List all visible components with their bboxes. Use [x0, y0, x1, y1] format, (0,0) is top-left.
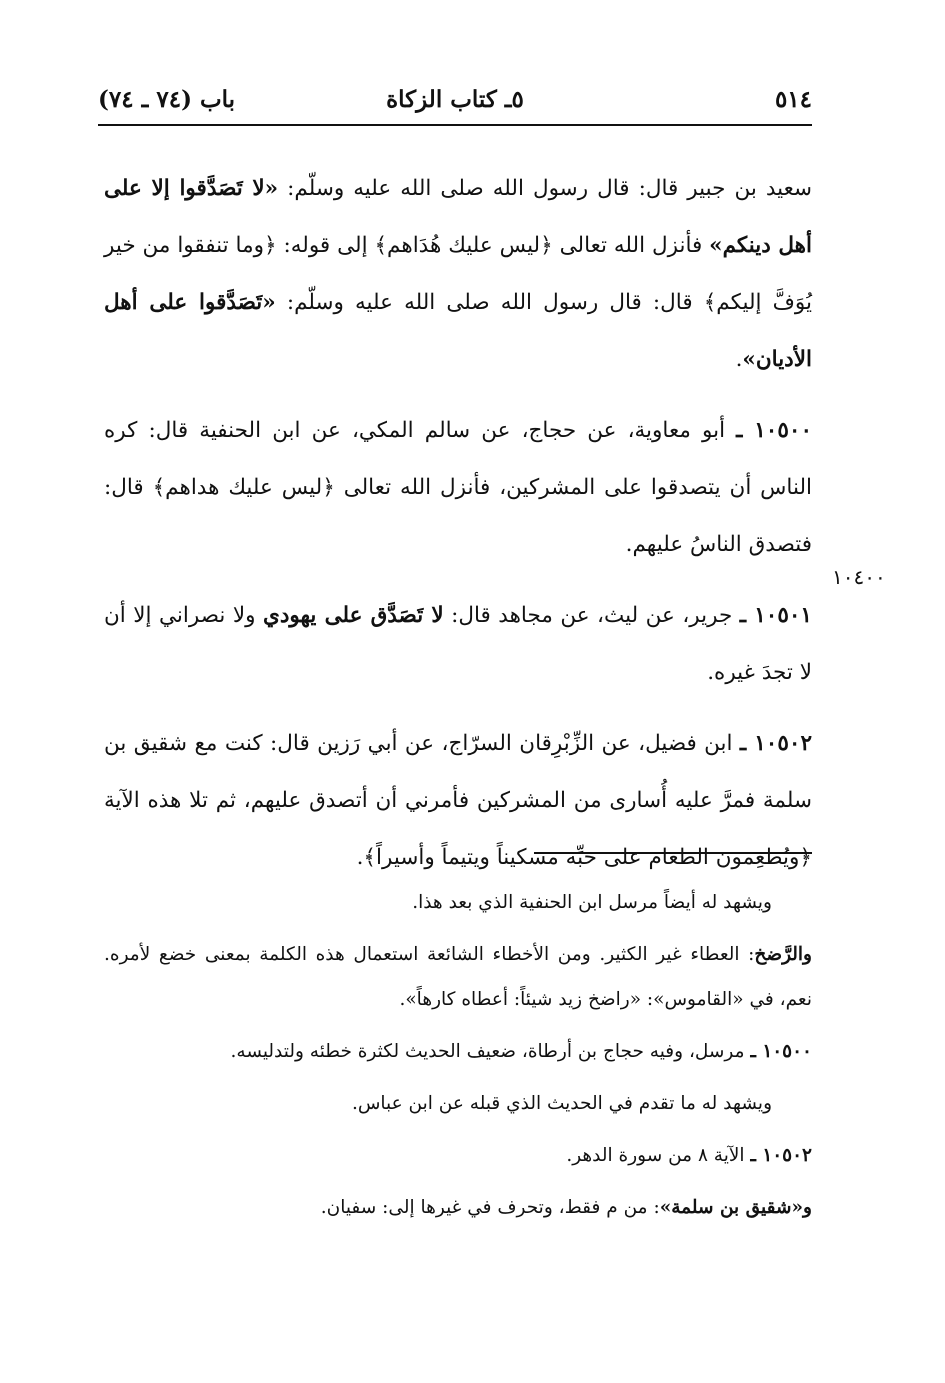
- footnote-5: [104, 1133, 812, 1178]
- footnote-number: ١٠٥٠٠ ـ: [750, 1041, 812, 1062]
- footnote-rule: [534, 852, 812, 854]
- hadith-10502: [104, 715, 812, 886]
- text-run: سعيد بن جبير قال: قال رسول الله صلى الله عليه وسلّم:: [278, 176, 813, 201]
- paragraph-continuation: [104, 160, 812, 388]
- header-rule: [98, 124, 812, 126]
- text-run: : من م فقط، وتحرف في غيرها إلى: سفيان.: [320, 1197, 660, 1218]
- page-number: ٥١٤: [774, 86, 812, 113]
- text-run: جرير، عن ليث، عن مجاهد قال:: [443, 603, 740, 628]
- text-run: ابن فضيل، عن الزِّبْرِقان السرّاج، عن أبي رَزين قال: كنت مع شقيق بن سلمة فمرَّ عليه أُسارى من المشركين فأمرني أن أتصدق عليهم، ثم تلا هذه الآية ﴿ويُطعِمون الطعام على حبِّه مسكيناً ويتيماً وأسيراً﴾.: [104, 731, 812, 870]
- footnotes: [104, 880, 812, 1237]
- footnote-4: ويشهد له ما تقدم في الحديث الذي قبله عن ابن عباس.: [351, 1093, 772, 1114]
- footnote-2: [104, 932, 812, 1022]
- footnote-6: [104, 1185, 812, 1230]
- text-run: الآية ٨ من سورة الدهر.: [566, 1145, 751, 1166]
- text-run: فأنزل الله تعالى ﴿ليس عليك هُدَاهم﴾ إلى قوله: ﴿وما تنفقوا من خير يُوَفَّ إليكم﴾ قال: قال رسول الله صلى الله عليه وسلّم:: [104, 233, 812, 315]
- footnote-1: ويشهد له أيضاً مرسل ابن الحنفية الذي بعد هذا.: [412, 892, 772, 913]
- running-header: [98, 86, 812, 120]
- hadith-quote: «تَصَدَّقوا على أهل الأديان»: [104, 290, 812, 372]
- section-label: باب (٧٤ ـ ٧٤): [98, 86, 236, 113]
- text-run: مرسل، وفيه حجاج بن أرطاة، ضعيف الحديث لكثرة خطئه ولتدليسه.: [230, 1041, 751, 1062]
- hadith-10500: [104, 402, 812, 573]
- text-run: : العطاء غير الكثير. ومن الأخطاء الشائعة استعمال هذه الكلمة بمعنى خضع لأمره. نعم، في «القاموس»: «راضخ زيد شيئاً: أعطاه كارهاً».: [104, 944, 812, 1010]
- text-run: .: [735, 347, 743, 372]
- text-run: ولا نصراني إلا أن لا تجدَ غيره.: [104, 603, 812, 685]
- hadith-10501: [104, 587, 812, 701]
- main-text: [104, 160, 812, 886]
- footnote-3: [104, 1029, 812, 1074]
- bold-phrase: لا تَصَدَّق على يهودي: [263, 603, 444, 628]
- hadith-number: ١٠٥٠٠ ـ: [736, 418, 812, 443]
- hadith-number: ١٠٥٠٢ ـ: [739, 731, 812, 756]
- chapter-title: ٥ـ كتاب الزكاة: [386, 86, 524, 113]
- text-run: أبو معاوية، عن حجاج، عن سالم المكي، عن ابن الحنفية قال: كره الناس أن يتصدقوا على المشركين، فأنزل الله تعالى ﴿ليس عليك هداهم﴾ قال: فتصدق الناسُ عليهم.: [104, 418, 812, 557]
- hadith-number: ١٠٥٠١ ـ: [739, 603, 812, 628]
- margin-number: ١٠٤٠٠: [832, 565, 886, 589]
- footnote-lead: والرَّضخ: [754, 944, 812, 965]
- hadith-quote: «لا تَصَدَّقوا إلا على أهل دينكم»: [104, 176, 812, 258]
- footnote-lead: و«شقيق بن سلمة»: [659, 1197, 812, 1218]
- footnote-number: ١٠٥٠٢ ـ: [750, 1145, 812, 1166]
